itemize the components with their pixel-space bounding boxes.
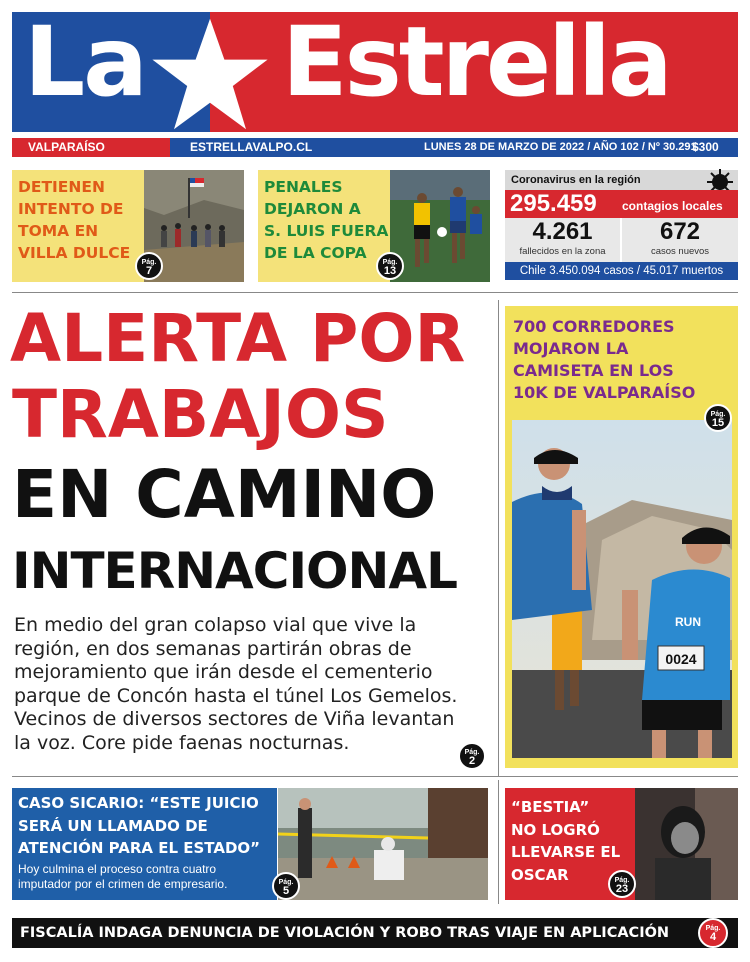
body-line: región, en dos semanas partirán obras de: [14, 637, 412, 660]
page-badge-label: Pág.: [614, 877, 630, 884]
masthead-city: VALPARAÍSO: [12, 138, 170, 157]
animation-still-photo: [635, 788, 738, 900]
masthead-title-estrella: Estrella: [282, 6, 670, 118]
divider: [12, 292, 738, 293]
main-headline-line-3[interactable]: EN CAMINO: [12, 456, 437, 533]
covid-cases-value: 295.459: [510, 190, 597, 217]
teaser-line: TOMA EN: [18, 222, 99, 240]
page-badge: [458, 742, 486, 770]
page-badge: [608, 870, 636, 898]
teaser-caso-sicario-sub: [18, 862, 280, 892]
teaser-line: S. LUIS FUERA: [264, 222, 389, 240]
star-icon: [150, 16, 270, 132]
caso-line: SERÁ UN LLAMADO DE: [18, 816, 208, 835]
runners-photo: [512, 417, 732, 758]
divider: [498, 780, 499, 904]
main-headline-line-1[interactable]: ALERTA POR: [10, 300, 466, 377]
bestia-line: NO LOGRÓ: [511, 820, 600, 839]
bestia-line: “BESTIA”: [511, 798, 590, 816]
football-photo: [390, 170, 490, 282]
covid-cases-label: contagios locales: [622, 199, 723, 213]
teaser-caso-sicario-headline: [18, 792, 280, 860]
covid-deaths-label: fallecidos en la zona: [519, 246, 606, 257]
feature-line: CAMISETA EN LOS: [513, 361, 674, 380]
covid-header: Coronavirus en la región: [505, 170, 738, 190]
feature-runners-headline: [513, 316, 733, 404]
teaser-line: VILLA DULCE: [18, 244, 131, 262]
caso-line: ATENCIÓN PARA EL ESTADO”: [18, 839, 261, 857]
crime-scene-photo: [278, 788, 488, 900]
teaser-line: DE LA COPA: [264, 244, 367, 262]
page-badge-number: 2: [468, 755, 476, 767]
page-badge: [698, 918, 728, 948]
feature-line: 10K DE VALPARAÍSO: [513, 383, 696, 402]
covid-new-cases-value: 672: [659, 218, 701, 245]
page-badge-number: 5: [282, 885, 290, 897]
page-badge: [272, 872, 300, 900]
page-badge: [704, 404, 732, 432]
page-badge-label: Pág.: [278, 879, 294, 886]
teaser-line: PENALES: [264, 178, 343, 196]
page-badge-label: Pág.: [705, 925, 721, 932]
masthead-price: $300: [692, 140, 719, 154]
shirt-text: RUN: [675, 615, 701, 629]
masthead-website[interactable]: ESTRELLAVALPO.CL: [190, 140, 313, 154]
body-line: mejoramiento que irán desde el cementerio: [14, 661, 433, 683]
body-line: En medio del gran colapso vial que vive la: [14, 614, 417, 636]
main-headline-line-4[interactable]: INTERNACIONAL: [12, 542, 457, 600]
caso-line: CASO SICARIO: “ESTE JUICIO: [18, 794, 259, 812]
teaser-penales-headline: [264, 176, 388, 264]
bottom-headline-bar[interactable]: FISCALÍA INDAGA DENUNCIA DE VIOLACIÓN Y ROBO TRAS VIAJE EN APLICACIÓN: [12, 918, 738, 948]
covid-national: Chile 3.450.094 casos / 45.017 muertos: [505, 262, 738, 280]
masthead-dateline: LUNES 28 DE MARZO DE 2022 / AÑO 102 / Nº 30.291: [424, 141, 697, 153]
teaser-villa-dulce-headline: [18, 176, 130, 264]
teaser-line: INTENTO DE: [18, 200, 124, 218]
bestia-line: OSCAR: [511, 865, 569, 884]
page-badge: [376, 252, 404, 280]
bib-number: 0024: [665, 651, 697, 667]
page-badge-label: Pág.: [141, 259, 157, 266]
page-badge-label: Pág.: [382, 259, 398, 266]
bestia-line: LLEVARSE EL: [511, 843, 621, 861]
teaser-line: DETIENEN: [18, 178, 105, 196]
covid-new-cases: [622, 218, 738, 262]
page-badge-number: 7: [145, 265, 153, 277]
divider: [498, 300, 499, 776]
page-badge: [135, 252, 163, 280]
divider: [12, 776, 738, 777]
covid-deaths: [505, 218, 620, 262]
page-badge-label: Pág.: [710, 411, 726, 418]
page-badge-number: 15: [711, 417, 725, 429]
caso-sub-line: Hoy culmina el proceso contra cuatro: [18, 862, 217, 876]
body-line: Vecinos de diversos sectores de Viña levantan: [14, 708, 455, 730]
body-line: parque de Concón hasta el túnel Los Gemelos.: [14, 684, 458, 707]
feature-line: MOJARON LA: [513, 339, 629, 358]
main-story-body: [14, 614, 494, 755]
covid-new-cases-label: casos nuevos: [650, 246, 710, 257]
masthead-title-la: La: [24, 6, 146, 118]
body-line: la voz. Core pide faenas nocturnas.: [14, 731, 350, 754]
page-badge-number: 4: [709, 931, 717, 943]
covid-deaths-value: 4.261: [532, 218, 593, 245]
page-badge-number: 13: [383, 265, 397, 277]
teaser-line: DEJARON A: [264, 200, 361, 218]
page-badge-label: Pág.: [464, 749, 480, 756]
feature-line: 700 CORREDORES: [513, 317, 675, 336]
caso-sub-line: imputador por el crimen de empresario.: [18, 877, 228, 891]
page-badge-number: 23: [615, 883, 629, 895]
main-headline-line-2[interactable]: TRABAJOS: [12, 376, 389, 453]
